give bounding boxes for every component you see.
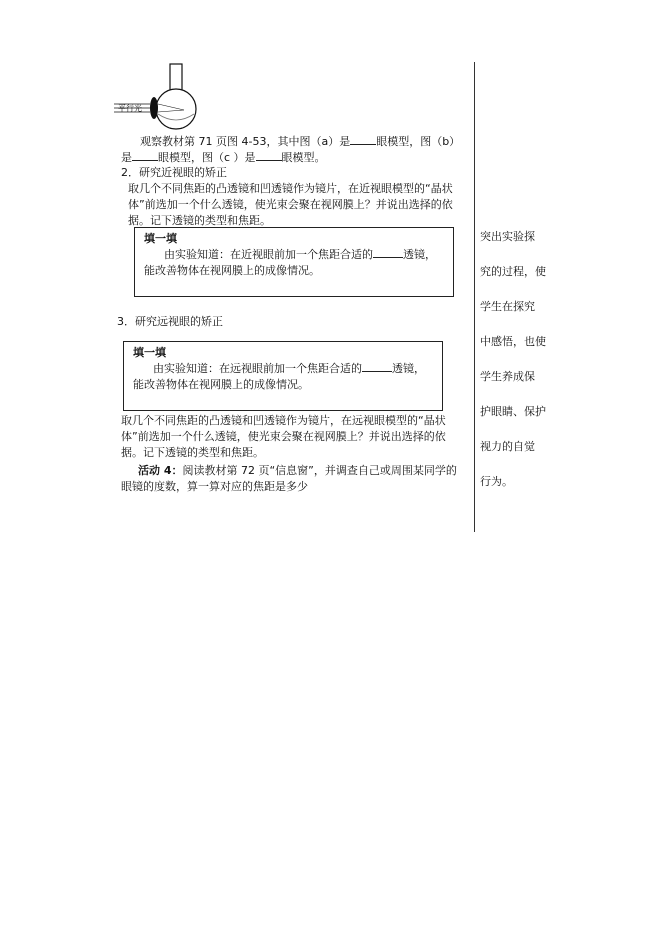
answer-blank[interactable] — [350, 134, 376, 145]
side-note-line: 学生在探究 — [480, 300, 535, 313]
intro-text: 是 — [121, 151, 132, 164]
answer-blank[interactable] — [132, 150, 158, 161]
eye-model-figure — [112, 62, 202, 132]
box-text: 由实验知道：在远视眼前加一个焦距合适的 — [153, 362, 362, 375]
box-text: 由实验知道：在近视眼前加一个焦距合适的 — [164, 248, 373, 261]
section2-paragraph: 取几个不同焦距的凸透镜和凹透镜作为镜片，在近视眼模型的“晶状 — [128, 182, 453, 195]
side-note-line: 行为。 — [480, 475, 513, 488]
side-note-line: 护眼睛、保护 — [480, 405, 546, 418]
intro-text: 眼模型。 — [281, 151, 326, 164]
activity4-label: 活动 4： — [138, 464, 183, 477]
answer-blank[interactable] — [373, 247, 403, 258]
intro-text: 眼模型，图（b） — [376, 135, 461, 148]
box-text: 透镜， — [392, 362, 425, 375]
intro-text: 眼模型，图（c ）是 — [158, 151, 256, 164]
activity4-text: 阅读教材第 72 页“信息窗”，并调查自己或周围某同学的 — [182, 464, 457, 477]
flask-bulb — [156, 89, 196, 129]
box-line: 能改善物体在视网膜上的成像情况。 — [144, 264, 320, 277]
section3-heading: 3．研究远视眼的矫正 — [117, 315, 223, 328]
section2-paragraph: 体”前选加一个什么透镜，使光束会聚在视网膜上？并说出选择的依 — [128, 198, 453, 211]
side-note-line: 突出实验探 — [480, 230, 535, 243]
answer-blank[interactable] — [256, 150, 282, 161]
figure-label: 平行光 — [118, 104, 142, 113]
intro-line-2 — [121, 150, 326, 166]
activity4-line-1 — [138, 463, 457, 479]
box-text: 透镜， — [403, 248, 436, 261]
side-note-line: 视力的自觉 — [480, 440, 535, 453]
side-note-line: 中感悟，也使 — [480, 335, 546, 348]
box-line — [153, 361, 425, 377]
intro-text: 观察教材第 71 页图 4-53，其中图（a）是 — [140, 135, 351, 148]
fill-in-box-myopia — [134, 227, 454, 297]
side-note-line: 究的过程，使 — [480, 265, 546, 278]
answer-blank[interactable] — [362, 361, 392, 372]
box-title: 填一填 — [144, 232, 177, 245]
side-note-line: 学生养成保 — [480, 370, 535, 383]
section3-paragraph: 据。记下透镜的类型和焦距。 — [121, 446, 264, 459]
section2-heading: 2．研究近视眼的矫正 — [121, 166, 227, 179]
lens-shape — [150, 97, 158, 119]
intro-line-1 — [140, 134, 460, 150]
fill-in-box-hyperopia — [123, 341, 443, 411]
box-line: 能改善物体在视网膜上的成像情况。 — [133, 378, 309, 391]
section3-paragraph: 取几个不同焦距的凸透镜和凹透镜作为镜片，在远视眼模型的“晶状 — [121, 414, 446, 427]
section3-paragraph: 体”前选加一个什么透镜，使光束会聚在视网膜上？并说出选择的依 — [121, 430, 446, 443]
column-divider — [474, 62, 475, 532]
section2-paragraph: 据。记下透镜的类型和焦距。 — [128, 214, 271, 227]
activity4-line-2: 眼镜的度数，算一算对应的焦距是多少 — [121, 480, 308, 493]
box-title: 填一填 — [133, 346, 166, 359]
box-line — [164, 247, 436, 263]
